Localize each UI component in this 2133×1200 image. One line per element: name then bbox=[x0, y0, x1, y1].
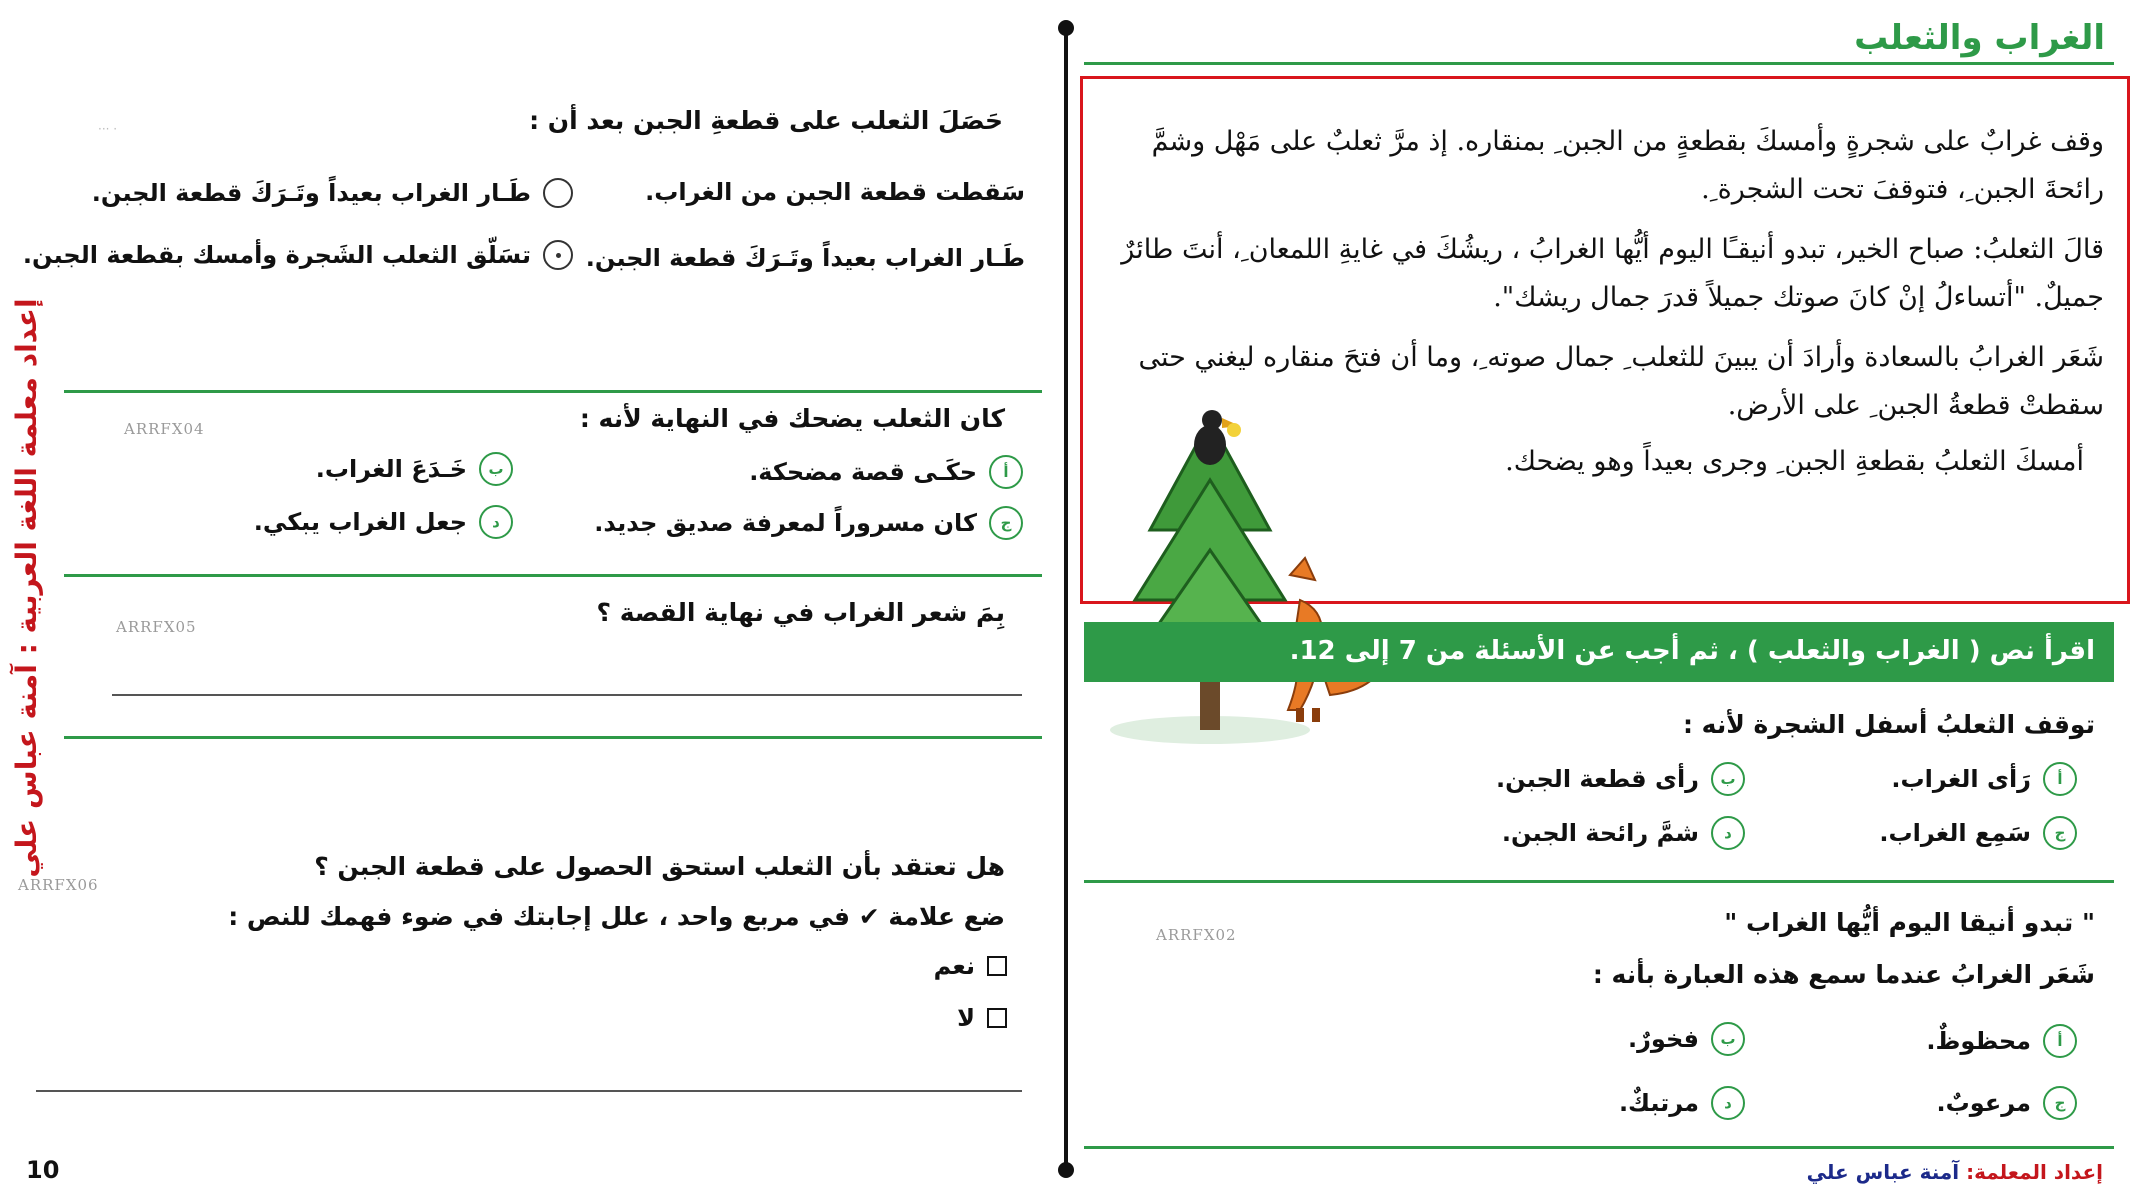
option-quote-b[interactable]: ب فخورٌ. bbox=[1628, 1022, 1745, 1056]
divider-dot-top bbox=[1058, 20, 1074, 36]
badge-c-icon: ج bbox=[989, 506, 1023, 540]
option-quote-c[interactable]: ج مرعوبٌ. bbox=[1937, 1086, 2077, 1120]
side-credit: إعداد معلمة اللغة العربية : آمنة عباس علي bbox=[10, 298, 43, 878]
radio-dot-icon bbox=[543, 240, 573, 270]
story-paragraph: شَعَر الغرابُ بالسعادة وأرادَ أن يبينَ للثعلب ِ جمال صوته ِ، وما أن فتحَ منقاره ليغني حتى سقطتْ قطعةُ الجبن ِ على الأرض. bbox=[1138, 342, 2104, 421]
option-laugh-a[interactable]: أ حكَـى قصة مضحكة. bbox=[749, 455, 1023, 489]
item-code: ARRFX06 bbox=[18, 876, 99, 894]
crow-icon bbox=[1194, 410, 1241, 465]
option-cheese-4[interactable]: تسَلّق الثعلب الشَجرة وأمسك بقطعة الجبن. bbox=[23, 240, 573, 270]
scan-mark: ··· · bbox=[98, 122, 118, 136]
item-code: ARRFX04 bbox=[124, 420, 205, 438]
question-laugh-stem: كان الثعلب يضحك في النهاية لأنه : bbox=[579, 404, 1005, 433]
answer-line[interactable] bbox=[112, 694, 1022, 696]
page-title: الغراب والثعلب bbox=[1854, 18, 2105, 58]
option-stop-a[interactable]: أ رَأى الغراب. bbox=[1891, 762, 2077, 796]
choice-yes[interactable]: نعم bbox=[934, 952, 1007, 980]
item-code: ARRFX02 bbox=[1156, 926, 1237, 944]
option-laugh-d[interactable]: د جعل الغراب يبكي. bbox=[254, 505, 513, 539]
checkbox-icon bbox=[987, 1008, 1007, 1028]
option-stop-d[interactable]: د شمَّ رائحة الجبن. bbox=[1502, 816, 1745, 850]
option-cheese-1[interactable]: سَقطت قطعة الجبن من الغراب. bbox=[645, 178, 1025, 206]
page-divider bbox=[1064, 28, 1068, 1168]
question-deserve-instruction: ضع علامة ✔ في مربع واحد ، علل إجابتك في ضوء فهمك للنص : bbox=[228, 902, 1005, 931]
question-cheese-stem: حَصَلَ الثعلب على قطعةِ الجبن بعد أن : bbox=[529, 106, 1003, 135]
story-paragraph: أمسكَ الثعلبُ بقطعةِ الجبن ِ وجرى بعيداً وهو يضحك. bbox=[1505, 446, 2084, 477]
badge-c-icon: ج bbox=[2043, 1086, 2077, 1120]
story-paragraph: وقف غرابٌ على شجرةٍ وأمسكَ بقطعةٍ من الجبن ِ بمنقاره. إذ مرَّ ثعلبٌ على مَهْل وشمَّ رائحةَ الجبن ِ، فتوقفَ تحت الشجرة ِ. bbox=[1151, 126, 2104, 205]
question-quote-stem: شَعَر الغرابُ عندما سمع هذه العبارة بأنه : bbox=[1592, 960, 2095, 989]
option-cheese-2[interactable]: طَـار الغراب بعيداً وتَـرَكَ قطعة الجبن. bbox=[92, 178, 573, 208]
separator bbox=[64, 390, 1042, 393]
option-quote-a[interactable]: أ محظوظٌ. bbox=[1926, 1024, 2077, 1058]
divider-dot-bottom bbox=[1058, 1162, 1074, 1178]
badge-b-icon: ب bbox=[479, 452, 513, 486]
option-quote-d[interactable]: د مرتبكٌ. bbox=[1619, 1086, 1745, 1120]
separator bbox=[64, 736, 1042, 739]
badge-a-icon: أ bbox=[2043, 762, 2077, 796]
tree-crow-fox-illustration bbox=[1100, 390, 1400, 760]
title-underline bbox=[1084, 62, 2114, 65]
badge-a-icon: أ bbox=[989, 455, 1023, 489]
question-quote: " تبدو أنيقا اليوم أيُّها الغراب " bbox=[1724, 908, 2095, 937]
question-stop-stem: توقف الثعلبُ أسفل الشجرة لأنه : bbox=[1682, 710, 2095, 739]
checkbox-icon bbox=[987, 956, 1007, 976]
answer-line[interactable] bbox=[36, 1090, 1022, 1092]
option-laugh-c[interactable]: ج كان مسروراً لمعرفة صديق جديد. bbox=[594, 506, 1023, 540]
badge-b-icon: ب bbox=[1711, 1022, 1745, 1056]
separator bbox=[64, 574, 1042, 577]
badge-a-icon: أ bbox=[2043, 1024, 2077, 1058]
badge-b-icon: ب bbox=[1711, 762, 1745, 796]
radio-empty-icon bbox=[543, 178, 573, 208]
separator bbox=[1084, 880, 2114, 883]
item-code: ARRFX05 bbox=[116, 618, 197, 636]
tree-icon bbox=[1110, 420, 1310, 744]
badge-c-icon: ج bbox=[2043, 816, 2077, 850]
page-number: 10 bbox=[26, 1156, 60, 1184]
option-laugh-b[interactable]: ب خَـدَعَ الغراب. bbox=[316, 452, 513, 486]
badge-d-icon: د bbox=[1711, 1086, 1745, 1120]
instruction-banner-text: اقرأ نص ( الغراب والثعلب ) ، ثم أجب عن الأسئلة من 7 إلى 12. bbox=[1289, 636, 2095, 666]
option-stop-c[interactable]: ج سَمِع الغراب. bbox=[1879, 816, 2077, 850]
separator bbox=[1084, 1146, 2114, 1149]
badge-d-icon: د bbox=[479, 505, 513, 539]
footer-credit: إعداد المعلمة: آمنة عباس علي bbox=[1806, 1160, 2103, 1184]
option-cheese-3[interactable]: طَـار الغراب بعيداً وتَـرَكَ قطعة الجبن. bbox=[585, 244, 1025, 272]
choice-no[interactable]: لا bbox=[957, 1004, 1007, 1032]
question-deserve-stem: هل تعتقد بأن الثعلب استحق الحصول على قطعة الجبن ؟ bbox=[314, 852, 1005, 881]
story-paragraph: قالَ الثعلبُ: صباح الخير، تبدو أنيقـًا اليوم أيُّها الغرابُ ، ريشُكَ في غايةِ اللمعان ِ، أنتَ طائرٌ جميلٌ. "أتساءلُ إنْ كانَ صوتك جميلاً قدرَ جمال ريشك". bbox=[1121, 234, 2104, 313]
badge-d-icon: د bbox=[1711, 816, 1745, 850]
option-stop-b[interactable]: ب رأى قطعة الجبن. bbox=[1496, 762, 1745, 796]
question-feel-stem: بِمَ شعر الغراب في نهاية القصة ؟ bbox=[596, 598, 1005, 627]
